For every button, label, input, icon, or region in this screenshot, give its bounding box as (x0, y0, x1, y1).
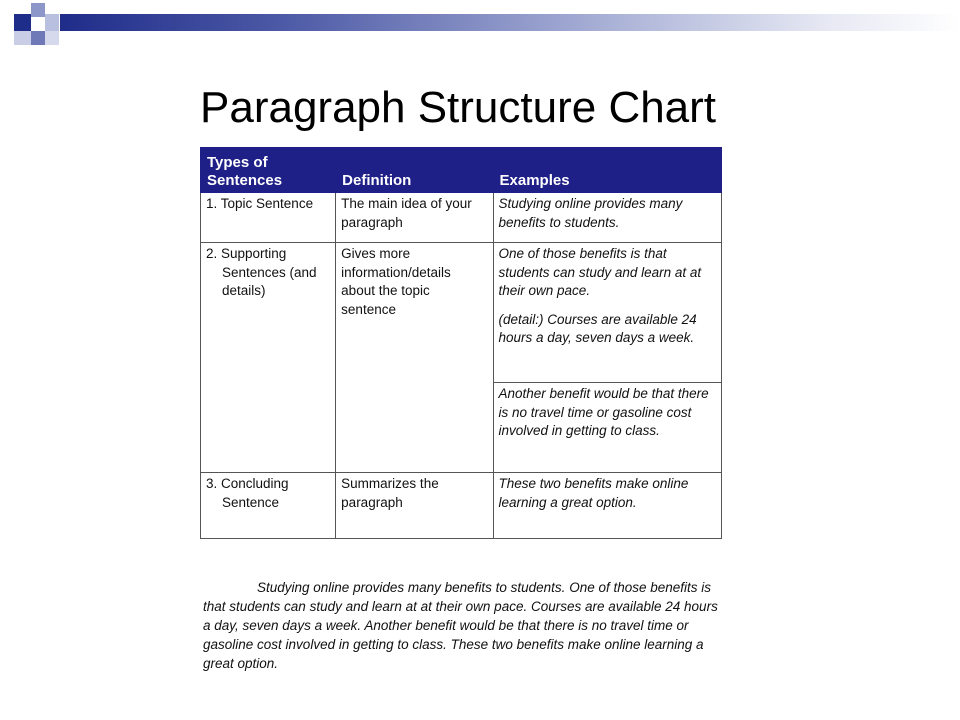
deco-square (31, 3, 45, 17)
row-example: These two benefits make online learning a great option. (493, 473, 721, 539)
paragraph-structure-table (200, 147, 722, 539)
header-examples: Examples (493, 148, 721, 193)
example-sentence: One of those benefits is that students can study and learn at at their own pace. (498, 246, 702, 298)
deco-square (14, 14, 31, 31)
example-detail: (detail:) Courses are available 24 hours a day, seven days a week. (498, 311, 697, 345)
row-example: Another benefit would be that there is no travel time or gasoline cost involved in getting to class. (493, 383, 721, 473)
header-types: Types of Sentences (201, 148, 336, 193)
row-definition: Gives more information/details about the topic sentence (336, 243, 493, 473)
table-row (201, 473, 722, 539)
table-header-row (201, 148, 722, 193)
row-type: 1. Topic Sentence (201, 193, 336, 243)
slide-title: Paragraph Structure Chart (200, 83, 717, 132)
deco-square (45, 31, 59, 45)
table-row (201, 243, 722, 383)
deco-square (31, 31, 45, 45)
deco-square (14, 31, 31, 45)
row-example (493, 243, 721, 383)
summary-paragraph: Studying online provides many benefits to students. One of those benefits is that students can study and learn at at their own pace. Courses are available 24 hours a day, seven days a week. Another benefit would be that there is no travel time or gasoline cost involved in getting to class. These two benefits make online learning a great option. (203, 580, 718, 671)
row-type: 3. Concluding Sentence (201, 473, 336, 539)
row-example: Studying online provides many benefits to students. (493, 193, 721, 243)
table-row (201, 193, 722, 243)
title-bar-decoration (60, 14, 960, 31)
row-definition: The main idea of your paragraph (336, 193, 493, 243)
row-type: 2. Supporting Sentences (and details) (201, 243, 336, 473)
deco-square (45, 14, 59, 31)
header-definition: Definition (336, 148, 493, 193)
row-definition: Summarizes the paragraph (336, 473, 493, 539)
